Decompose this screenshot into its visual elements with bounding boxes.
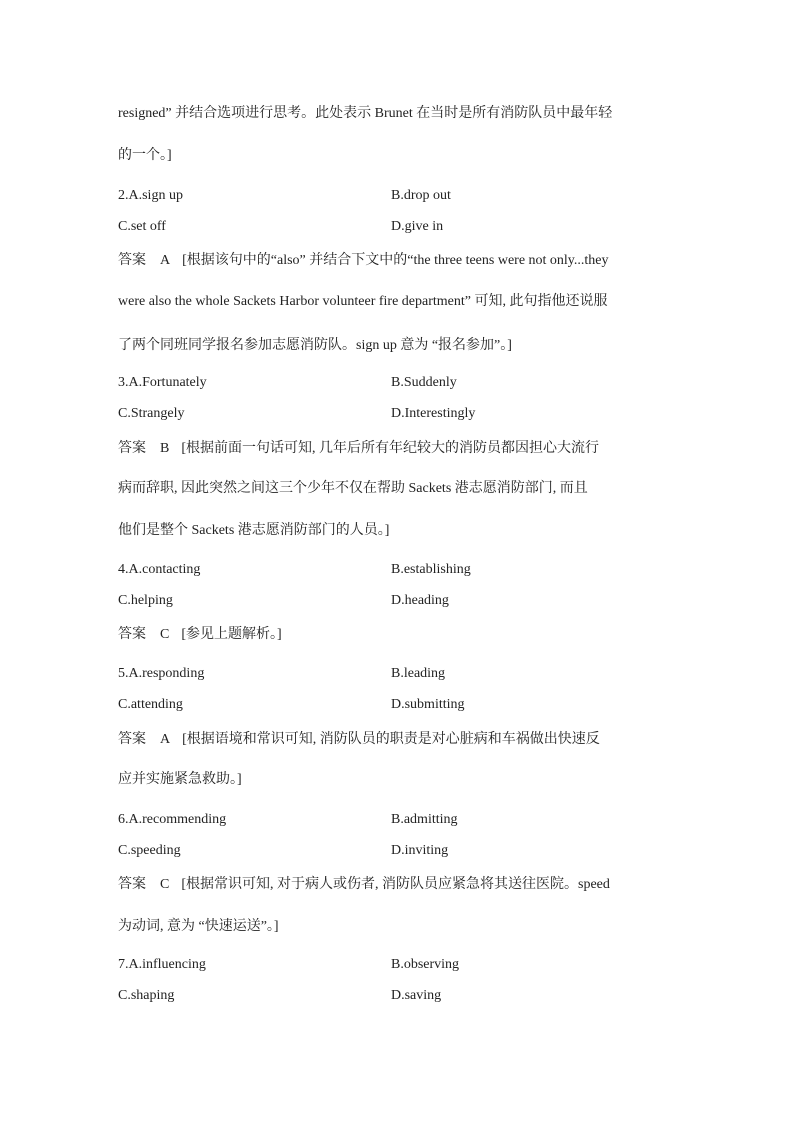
q6-option-c: C.speeding — [118, 843, 181, 858]
continuation-line-1: resigned” 并结合选项进行思考。此处表示 Brunet 在当时是所有消防队员中最年轻 — [118, 106, 613, 121]
answer-letter: C — [160, 627, 170, 642]
q3-explanation-line-3: 他们是整个 Sackets 港志愿消防部门的人员。] — [118, 523, 390, 538]
answer-label: 答案 — [118, 441, 146, 456]
explanation-text: [根据前面一句话可知, 几年后所有年纪较大的消防员都因担心大流行 — [181, 441, 600, 456]
answer-label: 答案 — [118, 732, 146, 747]
q4-option-a: 4.A.contacting — [118, 562, 201, 577]
q2-option-b: B.drop out — [391, 188, 451, 203]
answer-label: 答案 — [118, 253, 146, 268]
q3-option-d: D.Interestingly — [391, 406, 476, 421]
answer-label: 答案 — [118, 877, 146, 892]
explanation-text: [根据常识可知, 对于病人或伤者, 消防队员应紧急将其送往医院。speed — [181, 877, 610, 892]
q2-explanation-line-3: 了两个同班同学报名参加志愿消防队。sign up 意为 “报名参加”。] — [118, 338, 512, 353]
q7-option-a: 7.A.influencing — [118, 957, 206, 972]
q2-option-a: 2.A.sign up — [118, 188, 183, 203]
q7-option-c: C.shaping — [118, 988, 175, 1003]
q6-explanation-line-2: 为动词, 意为 “快速运送”。] — [118, 919, 279, 934]
q7-option-b: B.observing — [391, 957, 460, 972]
q4-option-c: C.helping — [118, 593, 173, 608]
q3-answer-line — [118, 439, 599, 459]
q2-option-c: C.set off — [118, 219, 166, 234]
q5-option-b: B.leading — [391, 666, 446, 681]
q5-option-c: C.attending — [118, 697, 183, 712]
q2-option-d: D.give in — [391, 219, 444, 234]
q4-option-d: D.heading — [391, 593, 449, 608]
answer-letter: B — [160, 441, 170, 456]
continuation-line-2: 的一个。] — [118, 148, 172, 163]
q6-answer-line — [118, 875, 610, 895]
q2-explanation-line-2: were also the whole Sackets Harbor volunteer fire department” 可知, 此句指他还说服 — [118, 294, 608, 309]
explanation-text: [参见上题解析。] — [181, 627, 282, 642]
q6-option-a: 6.A.recommending — [118, 812, 227, 827]
q4-answer-line — [118, 625, 282, 645]
answer-letter: C — [160, 877, 170, 892]
answer-letter: A — [160, 732, 171, 747]
explanation-text: [根据该句中的“also” 并结合下文中的“the three teens were not only...they — [182, 253, 609, 268]
q5-explanation-line-2: 应并实施紧急救助。] — [118, 772, 242, 787]
q4-option-b: B.establishing — [391, 562, 471, 577]
q3-option-a: 3.A.Fortunately — [118, 375, 207, 390]
q5-answer-line — [118, 730, 600, 750]
q5-option-a: 5.A.responding — [118, 666, 205, 681]
document-page — [118, 0, 678, 1123]
answer-letter: A — [160, 253, 171, 268]
q6-option-d: D.inviting — [391, 843, 449, 858]
q3-option-c: C.Strangely — [118, 406, 185, 421]
q5-option-d: D.submitting — [391, 697, 465, 712]
q3-option-b: B.Suddenly — [391, 375, 457, 390]
q7-option-d: D.saving — [391, 988, 442, 1003]
explanation-text: [根据语境和常识可知, 消防队员的职责是对心脏病和车祸做出快速反 — [182, 732, 600, 747]
q3-explanation-line-2: 病而辞职, 因此突然之间这三个少年不仅在帮助 Sackets 港志愿消防部门, 而且 — [118, 481, 588, 496]
q2-answer-line — [118, 251, 609, 271]
answer-label: 答案 — [118, 627, 146, 642]
q6-option-b: B.admitting — [391, 812, 458, 827]
